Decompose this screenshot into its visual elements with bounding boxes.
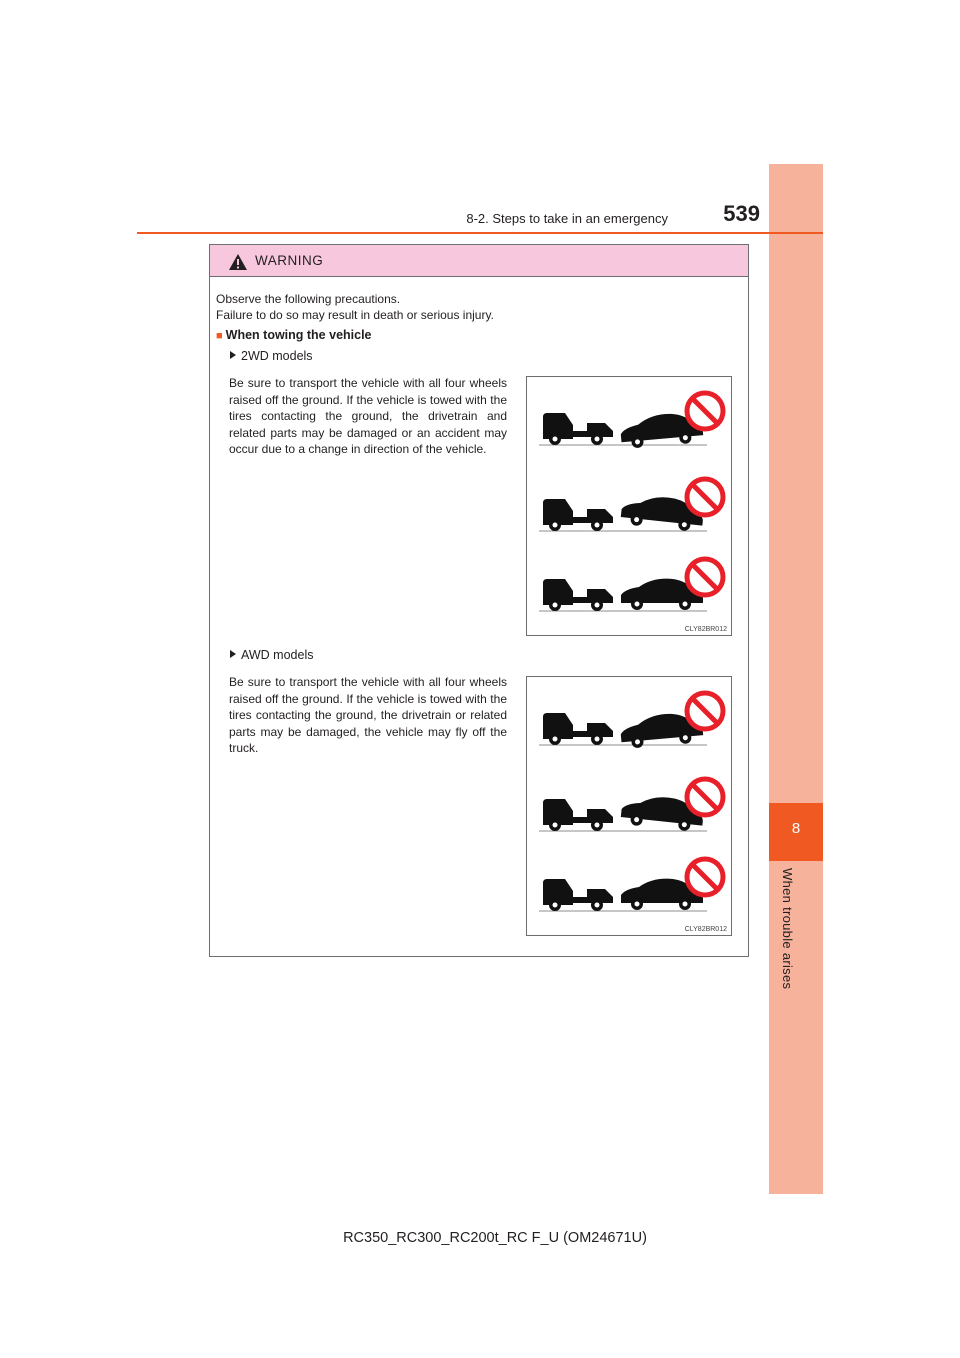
towing-figure-awd [526, 676, 732, 936]
car-hub [635, 902, 640, 907]
car-hub [635, 602, 640, 607]
tow-scene [539, 559, 723, 611]
figure-code: CLY82BR012 [684, 926, 727, 933]
truck-hub [553, 823, 558, 828]
tow-boom [587, 589, 613, 597]
towing-illustration [527, 377, 731, 635]
warning-header [210, 245, 748, 277]
intro-line-2: Failure to do so may result in death or serious injury. [216, 308, 494, 322]
towing-illustration [527, 677, 731, 935]
warning-box [209, 244, 749, 957]
page-number: 539 [723, 201, 760, 226]
section-title: 8-2. Steps to take in an emergency [466, 211, 668, 226]
tow-boom [587, 723, 613, 731]
tow-scene [539, 779, 723, 833]
figure-code: CLY82BR012 [684, 626, 727, 633]
arrow-bullet-icon [230, 351, 236, 359]
tow-boom [587, 889, 613, 897]
tow-boom [587, 423, 613, 431]
square-bullet-icon: ■ [216, 330, 223, 342]
footer-model-code: RC350_RC300_RC200t_RC F_U (OM24671U) [343, 1230, 647, 1246]
tow-scene [539, 859, 723, 911]
towing-figure-2wd [526, 376, 732, 636]
truck-hub [595, 603, 600, 608]
truck-hub [595, 523, 600, 528]
truck-hub [595, 437, 600, 442]
chapter-number: 8 [791, 820, 801, 837]
truck-hub [553, 903, 558, 908]
truck-hub [595, 903, 600, 908]
arrow-bullet-icon [230, 650, 236, 658]
truck-hub [553, 737, 558, 742]
truck-hub [595, 737, 600, 742]
warning-title: WARNING [255, 253, 324, 268]
model-label: AWD models [241, 648, 314, 662]
model-label: 2WD models [241, 349, 313, 363]
header-rule [137, 232, 823, 234]
warning-subheading [216, 328, 372, 342]
subheading-text: When towing the vehicle [225, 328, 372, 342]
car-hub [683, 902, 688, 907]
warning-intro [216, 291, 736, 323]
warning-triangle-icon [228, 253, 248, 271]
side-strip [769, 164, 823, 1194]
tow-scene [539, 693, 723, 749]
truck-hub [553, 523, 558, 528]
tow-boom [587, 809, 613, 817]
intro-line-1: Observe the following precautions. [216, 292, 401, 306]
chapter-label: When trouble arises [780, 868, 795, 990]
model-heading-awd [230, 648, 313, 662]
truck-hub [553, 437, 558, 442]
tow-scene [539, 479, 723, 533]
truck-hub [553, 603, 558, 608]
model-heading-2wd [230, 349, 313, 363]
car-hub [683, 602, 688, 607]
model-text-2wd: Be sure to transport the vehicle with all four wheels raised off the ground. If the vehicle is towed with the tires contacting the ground, the drivetrain and related parts may be damaged or an accident may occur due to a change in direction of the vehicle. [229, 376, 507, 456]
tow-scene [539, 393, 723, 449]
model-text-awd: Be sure to transport the vehicle with all four wheels raised off the ground. If the vehicle is towed with the tires contacting the ground, the drivetrain or related parts may be damaged, the vehicle may fly off the truck. [229, 675, 507, 755]
truck-hub [595, 823, 600, 828]
tow-boom [587, 509, 613, 517]
